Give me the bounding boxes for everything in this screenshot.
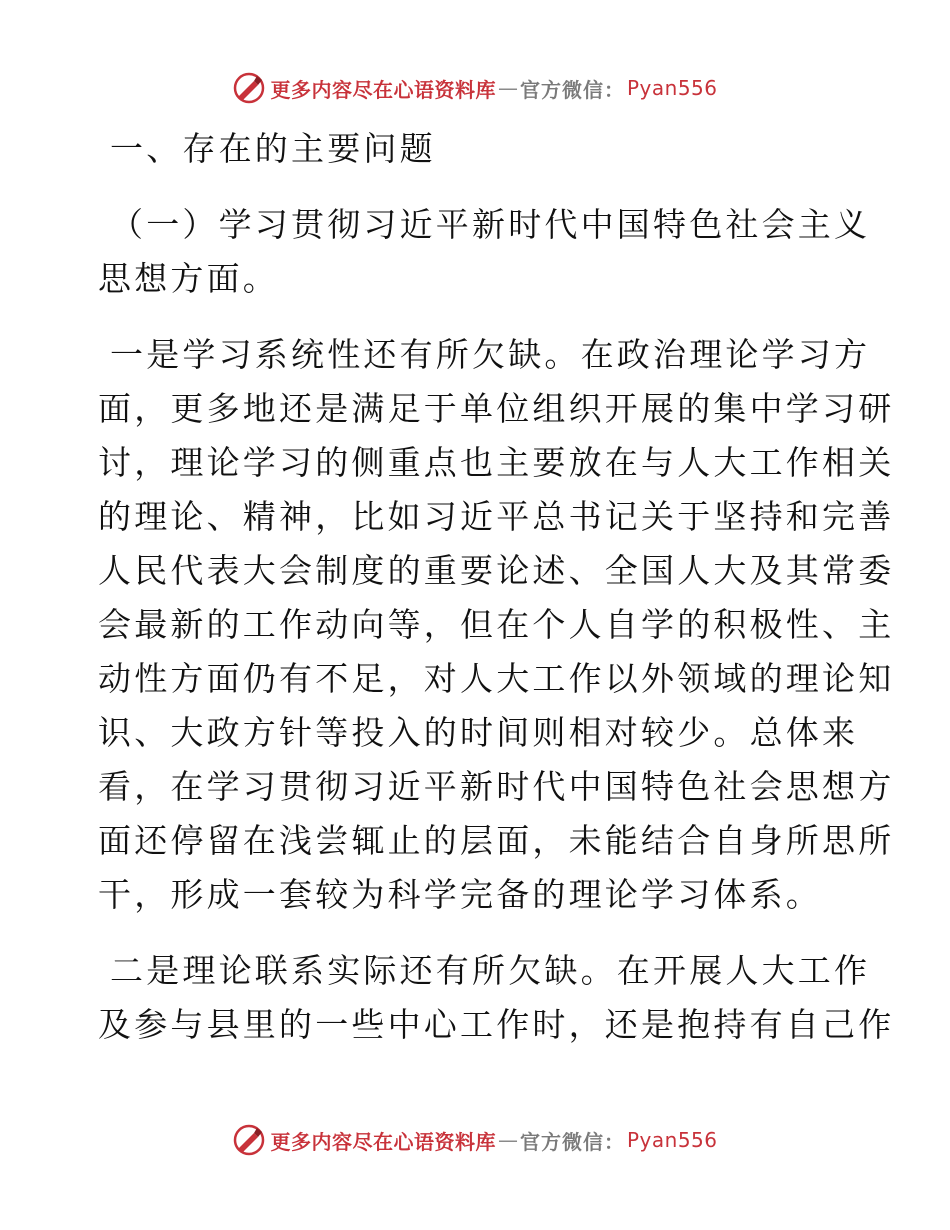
text-line: 一是学习系统性还有所欠缺。在政治理论学习方 [110,335,871,374]
watermark-separator: — [497,1128,518,1152]
text-line: 及参与县里的一些中心工作时，还是抱持有自己作 [98,1005,895,1044]
subsection-heading [98,198,871,306]
text-line: 二是理论联系实际还有所欠缺。在开展人大工作 [110,951,871,990]
text-line: （一）学习贯彻习近平新时代中国特色社会主义 [110,205,871,244]
text-line: 思想方面。 [98,259,279,298]
text-line: 动性方面仍有不足，对人大工作以外领域的理论知 [98,659,895,698]
text-line: 看，在学习贯彻习近平新时代中国特色社会思想方 [98,767,895,806]
text-line: 的理论、精神，比如习近平总书记关于坚持和完善 [98,497,895,536]
watermark-official-label: 官方微信： [519,1129,625,1154]
pen-logo-icon [232,1123,266,1157]
text-line: 识、大政方针等投入的时间则相对较少。总体来 [98,713,859,752]
text-line: 人民代表大会制度的重要论述、全国人大及其常委 [98,551,895,590]
watermark-text: 更多内容尽在心语资料库 [270,77,496,102]
watermark-text: 更多内容尽在心语资料库 [270,1129,496,1154]
document-body [98,122,895,1052]
section-heading: 一、存在的主要问题 [110,129,436,168]
watermark-separator: — [497,76,518,100]
text-line: 干，形成一套较为科学完备的理论学习体系。 [98,875,822,914]
pen-logo-icon [232,71,266,105]
header-watermark [0,68,950,108]
text-line: 面还停留在浅尝辄止的层面，未能结合自身所思所 [98,821,895,860]
watermark-account: Pyan556 [626,1128,718,1152]
text-line: 面，更多地还是满足于单位组织开展的集中学习研 [98,389,895,428]
paragraph-2 [98,944,895,1052]
watermark-account: Pyan556 [626,76,718,100]
watermark-official-label: 官方微信： [519,77,625,102]
footer-watermark [0,1120,950,1160]
text-line: 会最新的工作动向等，但在个人自学的积极性、主 [98,605,895,644]
paragraph-1 [98,328,895,922]
text-line: 讨，理论学习的侧重点也主要放在与人大工作相关 [98,443,895,482]
